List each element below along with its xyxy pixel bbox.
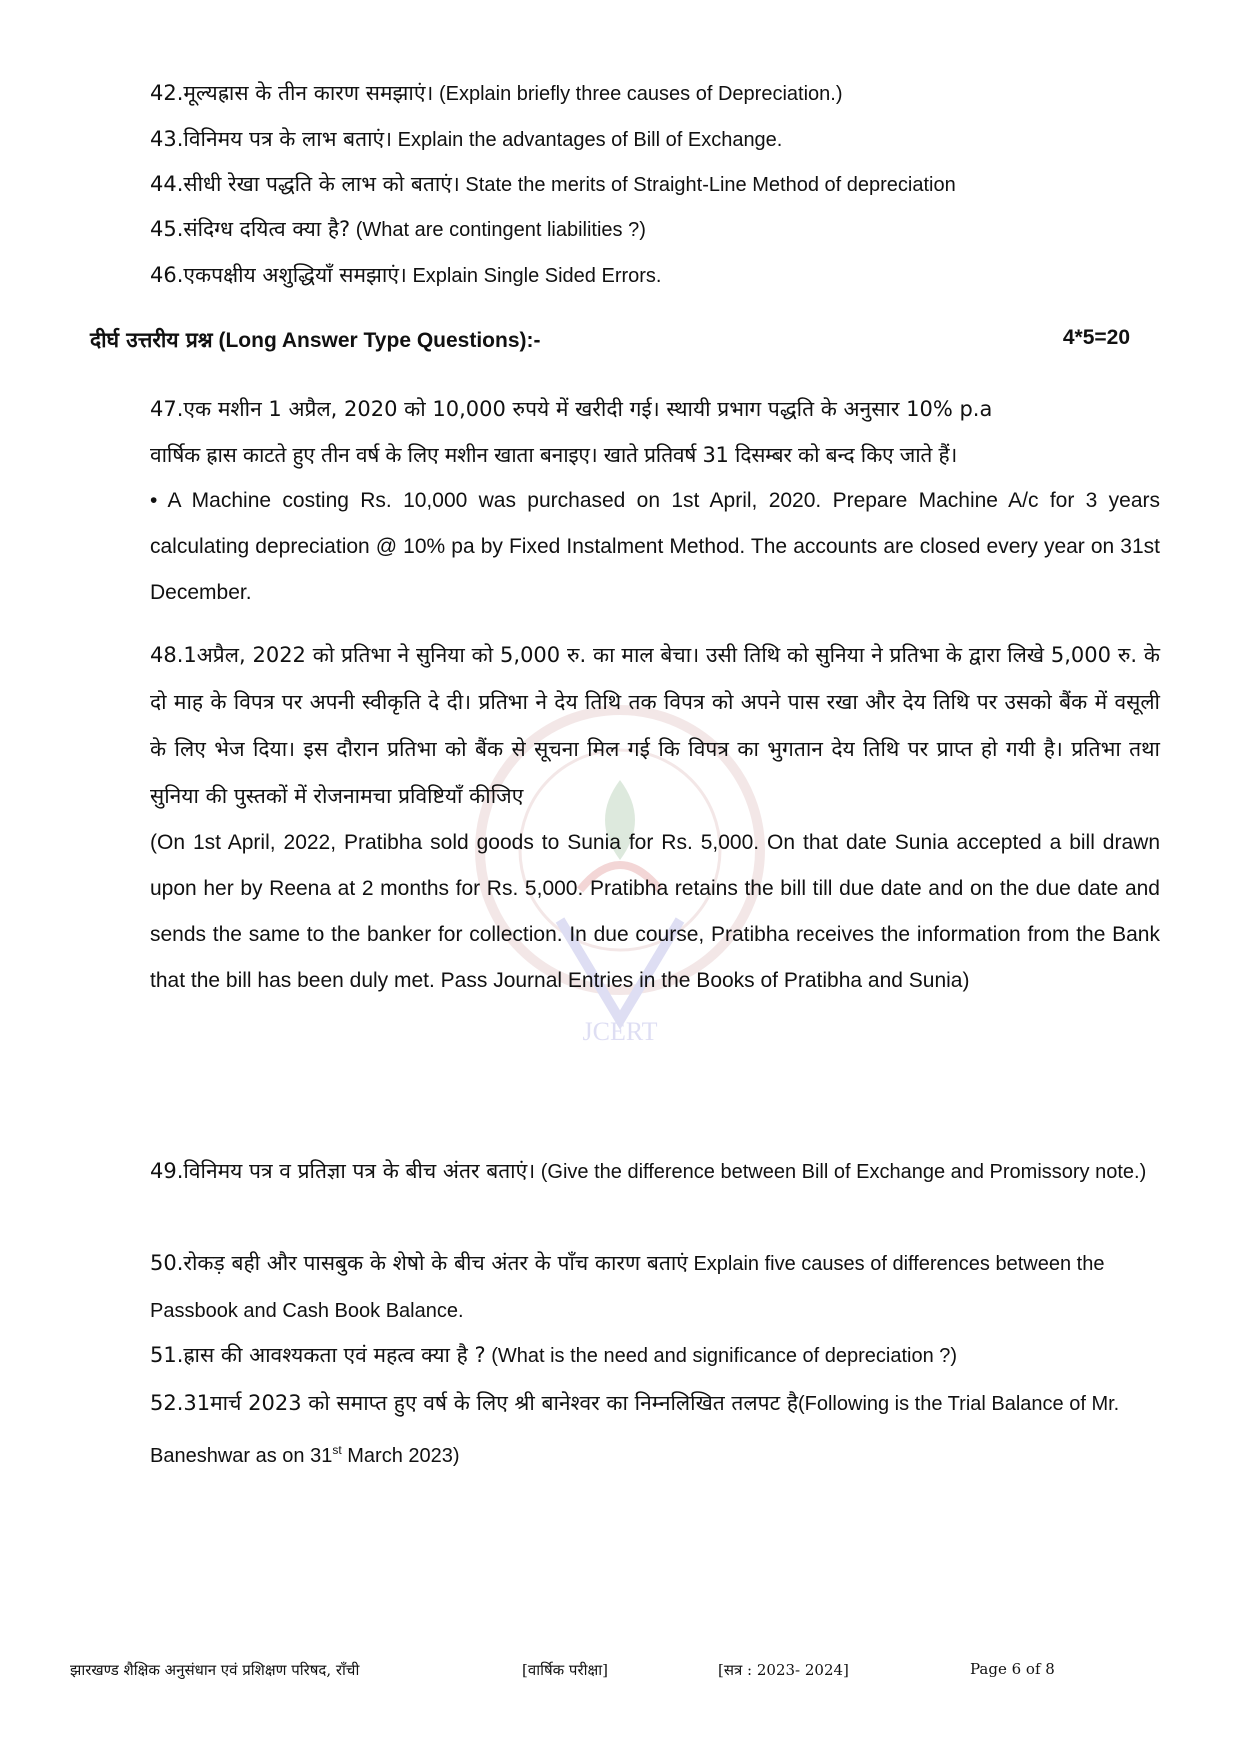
question-46-hindi: 46.एकपक्षीय अशुद्धियाँ समझाएं। <box>150 263 407 287</box>
question-51-english: (What is the need and significance of depreciation ?) <box>485 1345 958 1367</box>
question-43 <box>150 116 1160 163</box>
question-51 <box>150 1332 1160 1379</box>
footer-exam: [वार्षिक परीक्षा] <box>522 1661 608 1679</box>
footer-session: [सत्र : 2023- 2024] <box>718 1661 849 1679</box>
question-52-superscript: st <box>332 1443 342 1457</box>
question-44 <box>150 161 1160 208</box>
question-47 <box>150 386 1160 616</box>
question-42 <box>150 70 1160 117</box>
question-52-english: (Following is the Trial Balance of Mr. Baneshwar as on 31 <box>150 1393 1120 1467</box>
question-42-hindi: 42.मूल्यह्रास के तीन कारण समझाएं। <box>150 81 434 105</box>
question-46 <box>150 252 1160 299</box>
question-45 <box>150 206 1160 253</box>
question-48 <box>150 632 1160 1004</box>
question-50-hindi: 50.रोकड़ बही और पासबुक के शेषो के बीच अंतर के पाँच कारण बताएं <box>150 1251 688 1275</box>
question-49-hindi: 49.विनिमय पत्र व प्रतिज्ञा पत्र के बीच अंतर बताएं। <box>150 1159 536 1183</box>
question-45-hindi: 45.संदिग्ध दयित्व क्या है? <box>150 217 351 241</box>
question-52 <box>150 1380 1160 1479</box>
question-44-english: State the merits of Straight-Line Method of depreciation <box>459 174 956 196</box>
question-52-hindi: 52.31मार्च 2023 को समाप्त हुए वर्ष के लिए श्री बानेश्वर का निम्नलिखित तलपट है <box>150 1391 798 1415</box>
question-46-english: Explain Single Sided Errors. <box>406 265 662 287</box>
question-49 <box>150 1148 1160 1195</box>
section-heading <box>90 326 1130 354</box>
question-49-english: (Give the difference between Bill of Exchange and Promissory note.) <box>535 1161 1147 1183</box>
question-50-english: Explain five causes of differences between the Passbook and Cash Book Balance. <box>150 1253 1105 1322</box>
question-43-english: Explain the advantages of Bill of Exchange. <box>392 129 783 151</box>
question-48-hindi: 48.1अप्रैल, 2022 को प्रतिभा ने सुनिया को 5,000 रु. का माल बेचा। उसी तिथि को सुनिया ने प्रतिभा के द्वारा लिखे 5,000 रु. के दो माह के विपत्र पर अपनी स्वीकृति दे दी। प्रतिभा ने देय तिथि तक विपत्र को अपने पास रखा और देय तिथि पर उसको बैंक में वसूली के लिए भेज दिया। इस दौरान प्रतिभा को बैंक से सूचना मिल गई कि विपत्र का भुगतान देय तिथि पर प्राप्त हो गयी है। प्रतिभा तथा सुनिया की पुस्तकों में रोजनामचा प्रविष्टियाँ कीजिए <box>150 643 1160 808</box>
section-heading-hindi: दीर्घ उत्तरीय प्रश्न <box>90 328 213 352</box>
question-52-english-end: March 2023) <box>341 1445 460 1467</box>
question-51-hindi: 51.ह्रास की आवश्यकता एवं महत्व क्या है ? <box>150 1343 486 1367</box>
section-marks: 4*5=20 <box>1062 326 1130 349</box>
watermark-text: JCERT <box>582 1017 658 1046</box>
page-footer <box>70 1660 1170 1690</box>
question-50 <box>150 1240 1160 1334</box>
section-heading-english: (Long Answer Type Questions):- <box>212 329 541 352</box>
question-47-english: • A Machine costing Rs. 10,000 was purchased on 1st April, 2020. Prepare Machine A/c for 3 years calculating depreciation @ 10% pa by Fixed Instalment Method. The accounts are closed every year on 31st December. <box>150 489 1160 604</box>
question-45-english: (What are contingent liabilities ?) <box>350 219 646 241</box>
question-48-english: (On 1st April, 2022, Pratibha sold goods to Sunia for Rs. 5,000. On that date Sunia accepted a bill drawn upon her by Reena at 2 months for Rs. 5,000. Pratibha retains the bill till due date and on the due date and sends the same to the banker for collection. In due course, Pratibha receives the information from the Bank that the bill has been duly met. Pass Journal Entries in the Books of Pratibha and Sunia) <box>150 831 1160 992</box>
question-47-hindi-line-1: 47.एक मशीन 1 अप्रैल, 2020 को 10,000 रुपये में खरीदी गई। स्थायी प्रभाग पद्धति के अनुसार 10% p.a <box>150 397 993 421</box>
question-47-hindi-line-2: वार्षिक ह्रास काटते हुए तीन वर्ष के लिए मशीन खाता बनाइए। खाते प्रतिवर्ष 31 दिसम्बर को बन्द किए जाते हैं। <box>150 443 957 467</box>
footer-page-number: Page 6 of 8 <box>970 1660 1055 1678</box>
question-42-english: (Explain briefly three causes of Depreciation.) <box>433 83 843 105</box>
question-43-hindi: 43.विनिमय पत्र के लाभ बताएं। <box>150 127 393 151</box>
footer-organization: झारखण्ड शैक्षिक अनुसंधान एवं प्रशिक्षण परिषद, राँची <box>70 1661 360 1679</box>
question-44-hindi: 44.सीधी रेखा पद्धति के लाभ को बताएं। <box>150 172 460 196</box>
